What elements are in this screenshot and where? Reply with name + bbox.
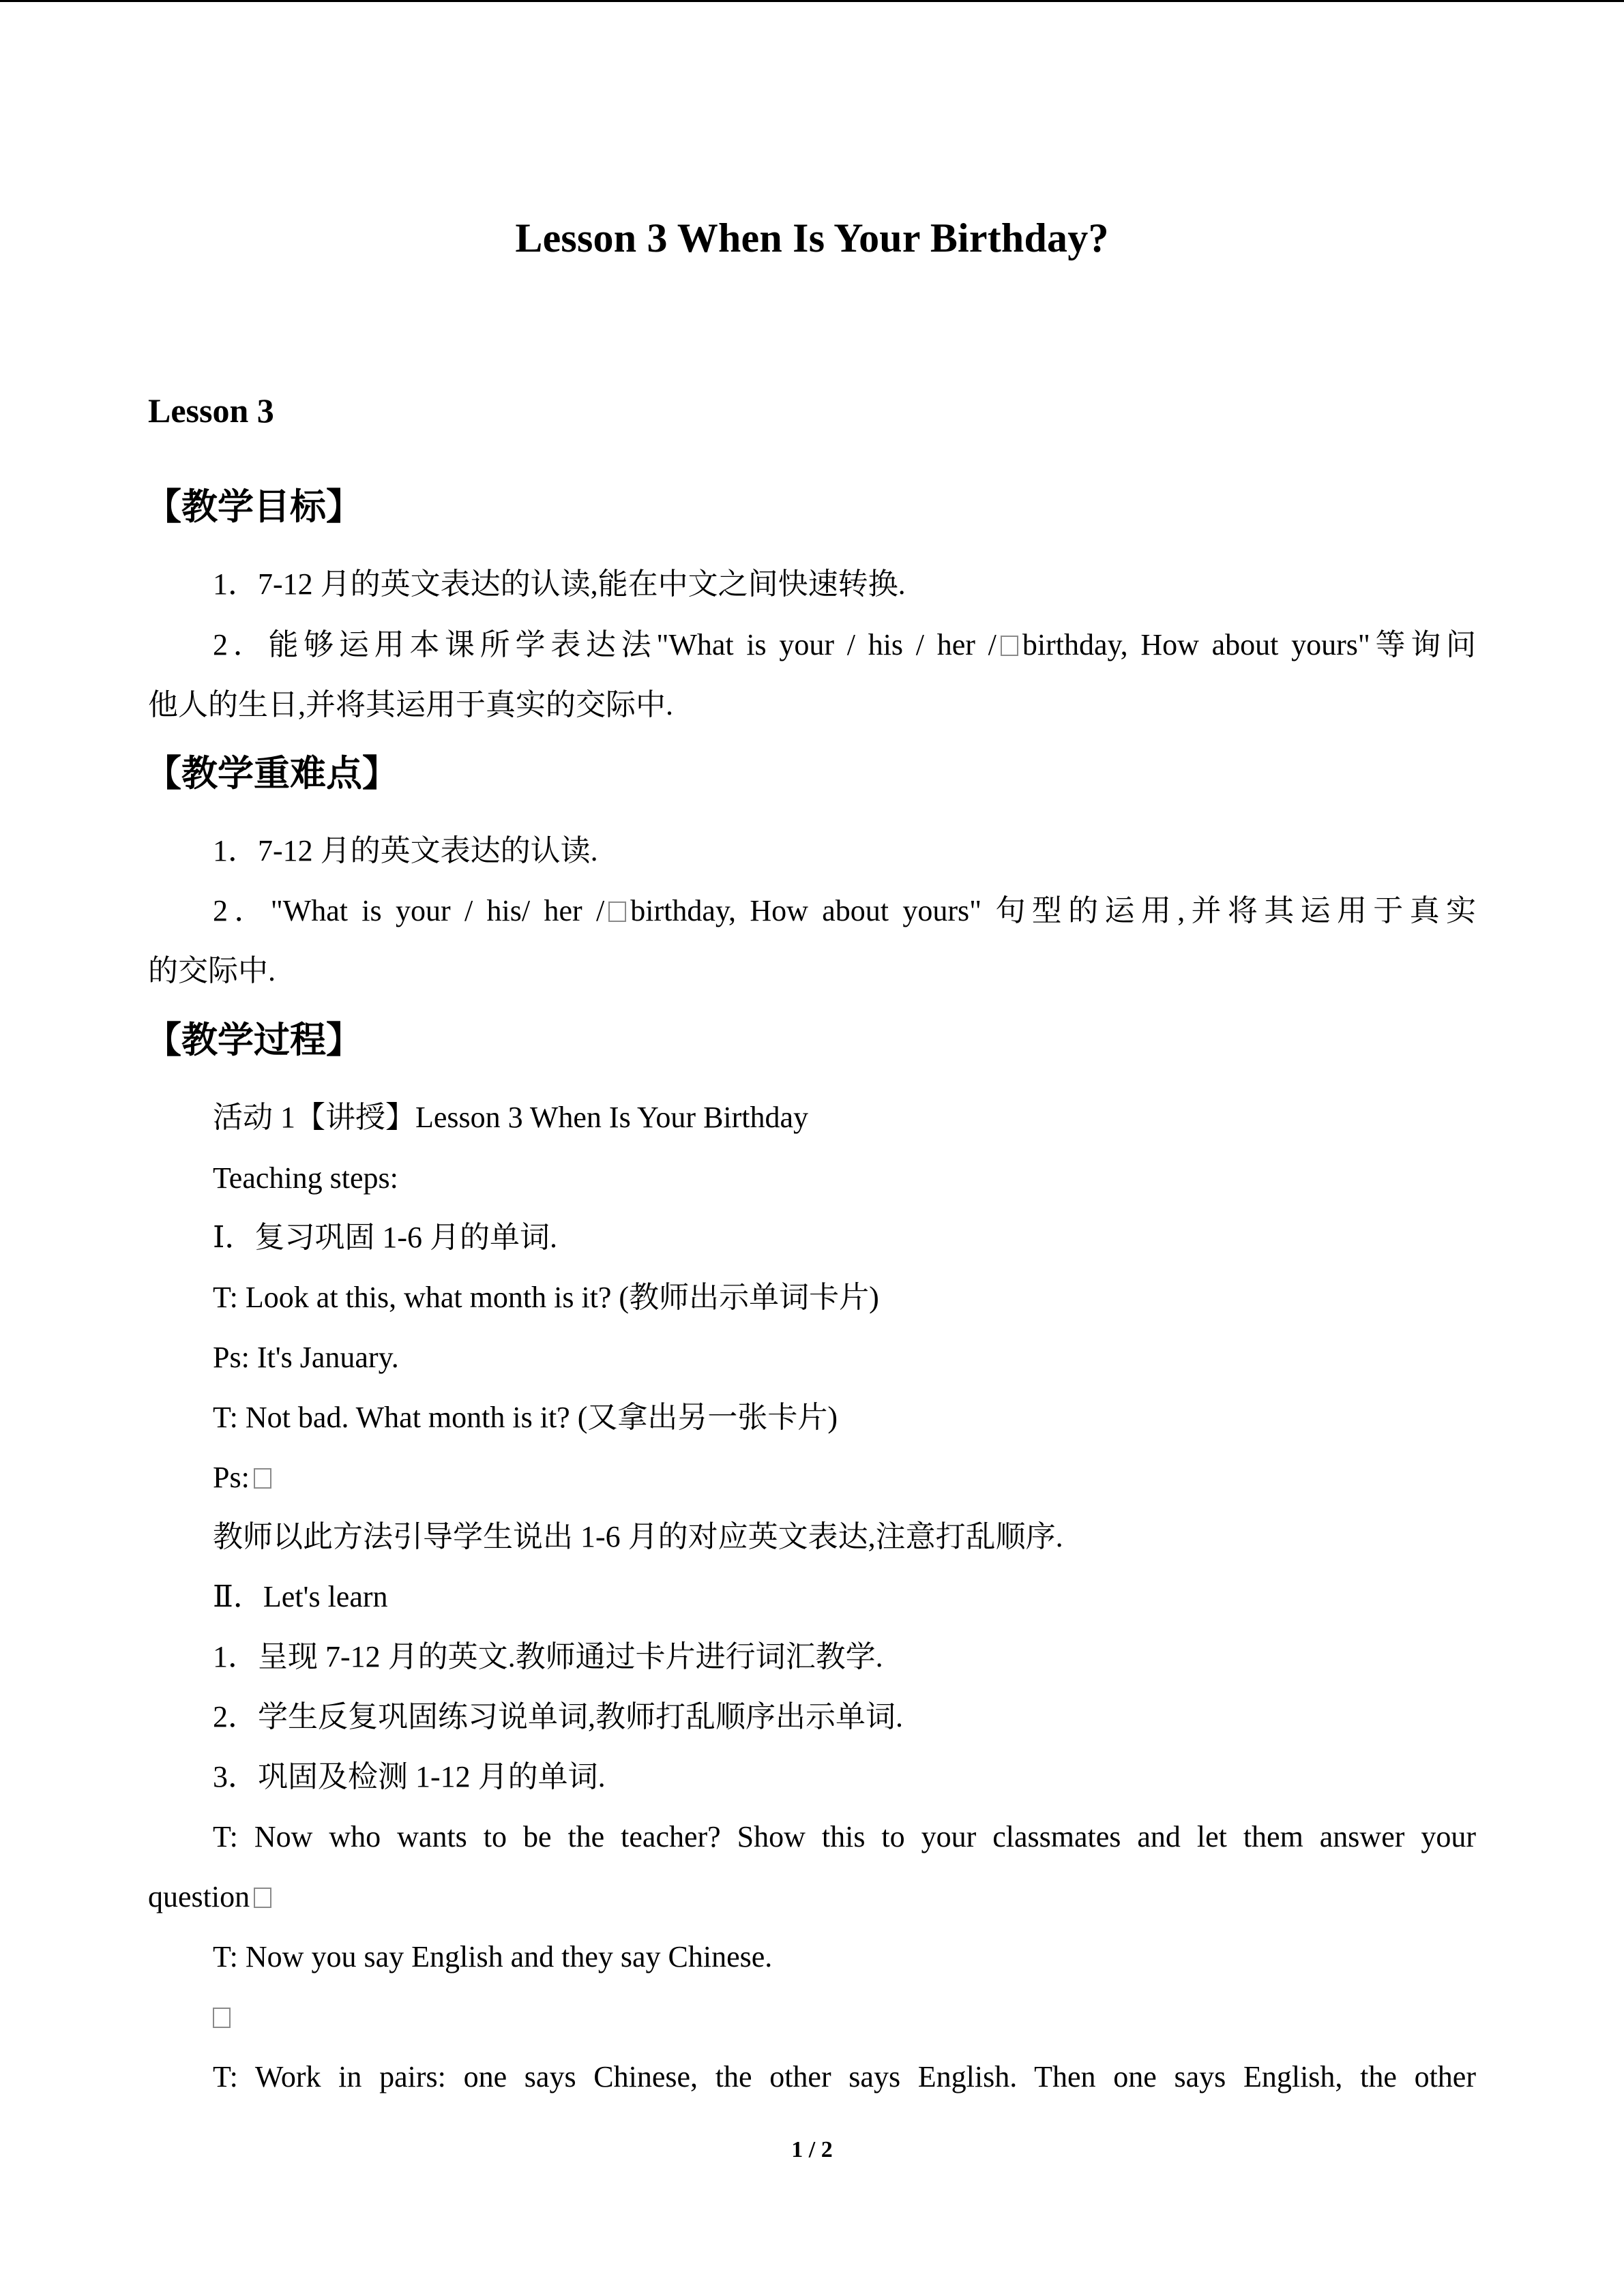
activity-heading: 活动 1【讲授】Lesson 3 When Is Your Birthday (213, 1101, 809, 1134)
step-1-review: Ⅰ．复习巩固 1-6 月的单词. (213, 1221, 558, 1254)
learn-item-1: 1．呈现 7-12 月的英文.教师通过卡片进行词汇教学. (213, 1640, 883, 1673)
objective-item-2-part-a: 2．能够运用本课所学表达法"What is your / his / her / (213, 628, 996, 661)
objective-item-2 (213, 625, 1476, 666)
section-heading-objectives: 【教学目标】 (145, 486, 362, 528)
dialogue-teacher-2: T: Not bad. What month is it? (又拿出另一张卡片) (213, 1401, 838, 1434)
lesson-heading: Lesson 3 (148, 391, 274, 430)
key-point-item-2 (213, 891, 1476, 931)
objective-item-2-continued: 他人的生日,并将其运用于真实的交际中. (148, 688, 673, 721)
key-point-item-2-continued: 的交际中. (148, 954, 276, 987)
section-heading-process: 【教学过程】 (145, 1019, 362, 1061)
key-point-item-2-part-a: 2．"What is your / his/ her / (213, 894, 605, 927)
learn-item-3: 3．巩固及检测 1-12 月的单词. (213, 1760, 606, 1793)
missing-glyph-box (608, 901, 626, 922)
teacher-guidance-note: 教师以此方法引导学生说出 1-6 月的对应英文表达,注意打乱顺序. (213, 1520, 1063, 1553)
document-title: Lesson 3 When Is Your Birthday? (515, 215, 1109, 260)
missing-glyph-box (254, 1468, 271, 1489)
dialogue-pupils-1: Ps: It's January. (213, 1341, 399, 1374)
placeholder-line (213, 1997, 235, 2038)
dialogue-teacher-5: T: Work in pairs: one says Chinese, the other says English. Then one says English, the other (213, 2060, 1476, 2093)
step-2-lets-learn: Ⅱ．Let's learn (213, 1580, 388, 1613)
dialogue-teacher-1: T: Look at this, what month is it? (教师出示单词卡片) (213, 1281, 879, 1314)
dialogue-teacher-3-tail: question (148, 1880, 250, 1913)
teaching-steps-label: Teaching steps: (213, 1161, 398, 1195)
key-point-item-1: 1．7-12 月的英文表达的认读. (213, 834, 598, 867)
dialogue-teacher-4: T: Now you say English and they say Chinese. (213, 1940, 773, 1973)
section-heading-key-points: 【教学重难点】 (145, 753, 398, 794)
dialogue-teacher-3: T: Now who wants to be the teacher? Show this to your classmates and let them answer your (213, 1820, 1476, 1853)
page-number: 1 / 2 (791, 2137, 833, 2162)
missing-glyph-box (1001, 636, 1018, 656)
dialogue-pupils-2 (213, 1457, 276, 1498)
dialogue-pupils-2-label: Ps: (213, 1461, 250, 1494)
objective-item-1: 1．7-12 月的英文表达的认读,能在中文之间快速转换. (213, 567, 906, 601)
dialogue-teacher-3-continued (148, 1877, 276, 1918)
objective-item-2-part-b: birthday, How about yours"等询问 (1022, 628, 1476, 661)
missing-glyph-box (254, 1888, 271, 1908)
key-point-item-2-part-b: birthday, How about yours" 句型的运用,并将其运用于真实 (630, 894, 1476, 927)
learn-item-2: 2．学生反复巩固练习说单词,教师打乱顺序出示单词. (213, 1700, 903, 1733)
missing-glyph-box (213, 2008, 231, 2028)
